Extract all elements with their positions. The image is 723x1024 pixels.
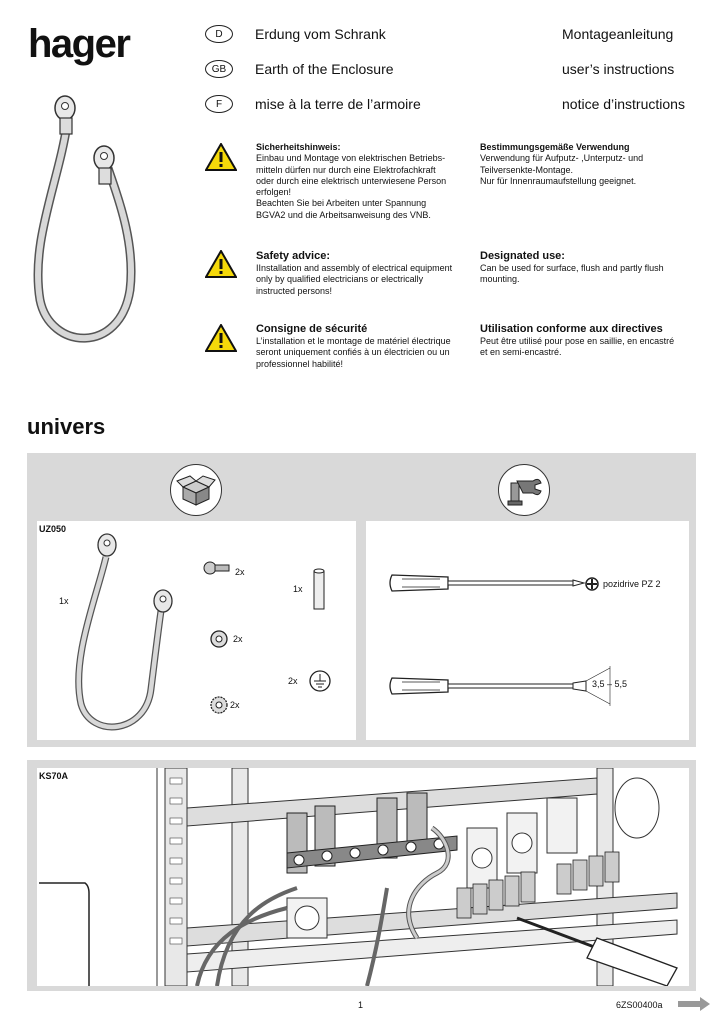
safety-advice-de [256,142,472,221]
document-code: 6ZS00400a [616,1000,663,1010]
earth-symbol-label-part [308,669,332,693]
safety-line: only by qualified electricians or electrically [256,274,424,285]
enclosure-installation-illustration [37,768,689,986]
use-heading-en: Designated use: [480,250,565,262]
package-contents-icon [170,464,222,516]
safety-line: L’installation et le montage de matériel électrique [256,336,451,346]
use-line: Verwendung für Aufputz- ,Unterputz- und [480,153,644,164]
designated-use-fr [480,323,690,359]
language-badge: D [205,25,233,43]
safety-advice-fr [256,323,472,370]
safety-line: BGVA2 und die Arbeitsanweisung des VNB. [256,209,431,220]
pozidrive-label: pozidrive PZ 2 [603,579,661,589]
use-line: Nur für Innenraumaufstellung geeignet. [480,175,637,186]
sleeve-part [311,567,327,613]
hager-logo: hager [28,22,130,66]
safety-advice-en [256,250,472,297]
safety-line: instructed persons! [256,285,333,296]
language-row-fr [205,92,421,116]
safety-line: seront uniquement confiés à un électricien ou un [256,347,450,358]
language-badge: F [205,95,233,113]
safety-heading-fr: Consigne de sécurité [256,323,368,335]
product-family-heading: univers [27,414,106,439]
title-fr: mise à la terre de l’armoire [255,96,421,112]
next-page-arrow-icon [678,997,710,1011]
use-line: et en semi-encastré. [480,347,562,358]
use-heading-fr: Utilisation conforme aux directives [480,323,663,335]
safety-heading-en: Safety advice: [256,250,330,262]
installation-box [37,768,689,986]
doc-type-fr: notice d’instructions [562,96,685,112]
designated-use-de [480,142,690,187]
safety-line: professionnel habilité! [256,358,344,369]
language-badge: GB [205,60,233,78]
earth-label-qty: 2x [288,676,298,686]
warning-icon [205,143,237,171]
page-number: 1 [358,1000,364,1010]
safety-heading-de: Sicherheitshinweis: [256,142,341,152]
screw-qty: 2x [235,567,245,577]
pozidrive-icon [585,577,599,591]
designated-use-en [480,250,690,286]
lock-washer-qty: 2x [230,700,240,710]
safety-line: oder durch eine elektrisch unterwiesene Person [256,175,447,186]
blade-width-label: 3,5 – 5,5 [592,679,628,689]
doc-type-gb: user’s instructions [562,61,675,77]
use-line: Peut être utilisé pour pose en saillie, en encastré [480,336,675,346]
doc-type-de: Montageanleitung [562,26,674,42]
warning-icon [205,250,237,278]
warning-icon [205,324,237,352]
safety-line: IInstallation and assembly of electrical equipment [256,263,453,273]
safety-line: mitteln dürfen nur durch eine Elektrofachkraft [256,164,436,175]
language-row-de [205,22,386,46]
earth-cable-part [61,529,191,739]
language-row-gb [205,57,394,81]
screwdriver-pozidrive [388,571,588,595]
tools-icon [498,464,550,516]
installation-ref: KS70A [39,771,69,781]
parts-box [37,521,356,740]
use-line: Can be used for surface, flush and partly flush [480,263,664,273]
lock-washer-part [209,695,229,715]
use-heading-de: Bestimmungsgemäße Verwendung [480,142,630,152]
cable-qty: 1x [59,596,69,606]
title-de: Erdung vom Schrank [255,26,386,42]
safety-line: erfolgen! [256,187,292,198]
tools-box [366,521,689,740]
screwdriver-flat [388,666,618,706]
earth-cable-illustration [20,90,180,390]
title-gb: Earth of the Enclosure [255,61,394,77]
screw-part [203,559,231,577]
safety-line: Beachten Sie bei Arbeiten unter Spannung [256,198,427,209]
washer-qty: 2x [233,634,243,644]
use-line: mounting. [480,274,520,285]
safety-line: Einbau und Montage von elektrischen Betriebs- [256,153,446,164]
sleeve-qty: 1x [293,584,303,594]
parts-ref: UZ050 [39,524,67,534]
use-line: Teilversenkte-Montage. [480,164,574,175]
washer-part [209,629,229,649]
